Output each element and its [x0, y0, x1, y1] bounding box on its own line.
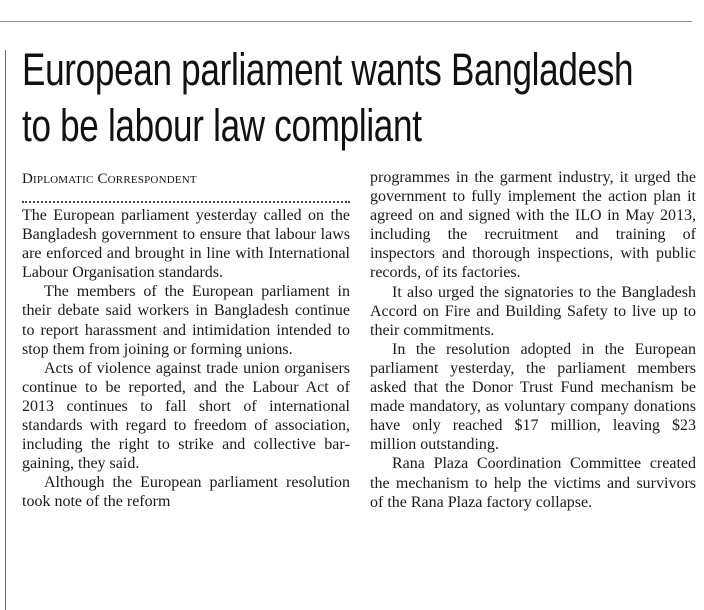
paragraph: The European parliament yesterday called on the Bangladesh government to ensure that labour laws are enforced and brought in line with International Labour Organisation standards.: [22, 207, 350, 282]
headline-line-1: European parliament wants Bangladesh: [22, 44, 634, 95]
column-rule: [5, 50, 6, 610]
paragraph: It also urged the signatories to the Bangladesh Accord on Fire and Building Safety to live up to their commitments.: [370, 283, 696, 339]
headline-line-2: to be labour law compliant: [22, 100, 422, 151]
byline: Diplomatic Correspondent: [22, 171, 197, 187]
byline-divider: [22, 201, 350, 203]
top-rule: [0, 21, 692, 22]
paragraph: The members of the European parliament in their debate said workers in Bangladesh continue to report harassment and intimidation intended to stop them from joining or forming unions.: [22, 283, 350, 358]
headline: [22, 42, 634, 154]
paragraph: programmes in the garment industry, it urged the government to fully implement the action plan it agreed on and signed with the ILO in May 2013, including the recruitment and training of inspectors and thorough inspections, with public records, of its factories.: [370, 169, 696, 282]
article-column-1: [22, 206, 350, 512]
paragraph: Rana Plaza Coordination Committee created the mechanism to help the victims and survivors of the Rana Plaza factory collapse.: [370, 455, 696, 511]
paragraph: Although the European parliament resolution took note of the reform: [22, 474, 350, 511]
paragraph: Acts of violence against trade union organisers continue to be reported, and the Labour Act of 2013 continues to fall short of international standards with regard to freedom of association, including the right to strike and collective bargaining, they said.: [22, 359, 350, 473]
paragraph: In the resolution adopted in the European parliament yesterday, the parliament members asked that the Donor Trust Fund mechanism be made mandatory, as voluntary company donations have only reached $17 million, leaving $23 million outstanding.: [370, 340, 696, 454]
article-column-2: [370, 168, 696, 512]
